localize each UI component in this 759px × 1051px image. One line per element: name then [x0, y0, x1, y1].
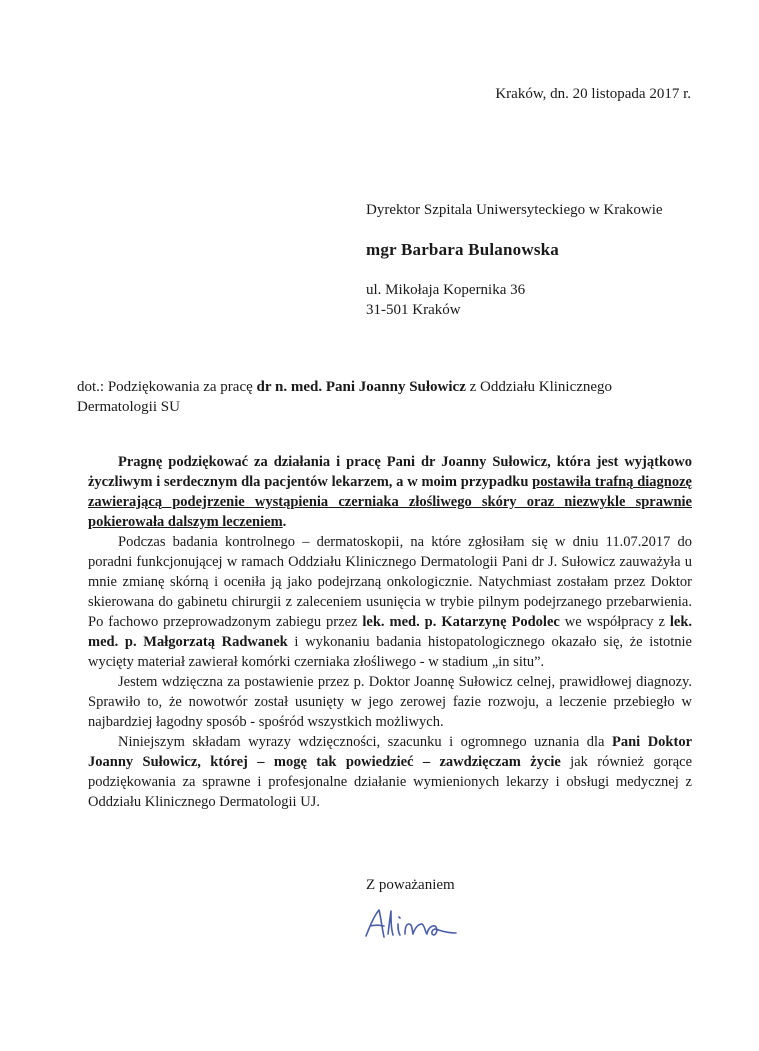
para1-text-2: we współpracy z: [559, 614, 670, 630]
recipient-city: 31-501 Kraków: [366, 302, 461, 318]
subject-suffix: z Oddziału Klinicznego Dermatologii SU: [77, 379, 613, 415]
subject-prefix: dot.: Podziękowania za pracę: [77, 379, 257, 395]
para3-text-2: jak również gorące podziękowania za sprawne i profesjonalne działanie wymienionych lekarzy i obsługi medycznej z Oddziału Klinicznego Dermatologii UJ.: [88, 754, 692, 810]
para1-text-1: Podczas badania kontrolnego – dermatoskopii, na które zgłosiłam się w dniu 11.07.2017 do poradni funkcjonującej w ramach Oddziału Klinicznego Dermatologii Pani dr J. Sułowicz zauważyła u mnie zmianę skórną i oceniła ją jako podejrzaną onkologicznie. Natychmiast zostałam przez Doktor skierowana do gabinetu chirurgii z zaleceniem usunięcia w trybie pilnym podejrzanego przebarwienia. Po fachowo przeprowadzonym zabiegu przez: [88, 534, 692, 630]
paragraph-gratitude: Jestem wdzięczna za postawienie przez p. Doktor Joannę Sułowicz celnej, prawidłowej diagnozy. Sprawiło to, że nowotwór został usunięty w jego zerowej fazie rozwoju, a leczenie przebiegło w najbardziej łagodny sposób - spośród wszystkich możliwych.: [88, 674, 692, 730]
lead-text: Pragnę podziękować za działania i pracę Pani dr Joanny Sułowicz, która jest wyjątkowo życzliwym i serdecznym dla pacjentów lekarzem, a w moim przypadku: [88, 454, 692, 490]
para1-text-3: i wykonaniu badania histopatologicznego okazało się, że istotnie wycięty materiał zawierał komórki czerniaka złośliwego - w stadium „in situ”.: [88, 634, 692, 670]
para1-doctor-2: lek. med. p. Małgorzatą Radwanek: [88, 614, 693, 650]
recipient-street: ul. Mikołaja Kopernika 36: [366, 282, 526, 298]
lead-paragraph: [88, 452, 692, 532]
paragraph-examination: [88, 532, 692, 672]
paragraph-thanks: [88, 732, 692, 812]
subject-doctor-name: dr n. med. Pani Joanny Sułowicz: [256, 379, 466, 395]
letter-subject: [77, 377, 692, 417]
para3-bold: Pani Doktor Joanny Sułowicz, której – mogę tak powiedzieć – zawdzięczam życie: [88, 734, 693, 770]
para3-text-1: Niniejszym składam wyrazy wdzięczności, szacunku i ogromnego uznania dla: [118, 734, 612, 750]
handwritten-signature: [362, 906, 462, 942]
letter-body: [88, 452, 692, 812]
letter-date: Kraków, dn. 20 listopada 2017 r.: [495, 86, 691, 102]
recipient-organization: Dyrektor Szpitala Uniwersyteckiego w Krakowie: [366, 202, 663, 218]
lead-end: .: [282, 514, 287, 530]
closing-salutation: Z poważaniem: [366, 877, 455, 893]
recipient-name: mgr Barbara Bulanowska: [366, 240, 560, 259]
lead-underlined-text: postawiła trafną diagnozę zawierającą podejrzenie wystąpienia czerniaka złośliwego skóry oraz niezwykle sprawnie pokierowała dalszym leczeniem: [88, 474, 692, 530]
para1-doctor-1: lek. med. p. Katarzynę Podolec: [362, 614, 560, 630]
